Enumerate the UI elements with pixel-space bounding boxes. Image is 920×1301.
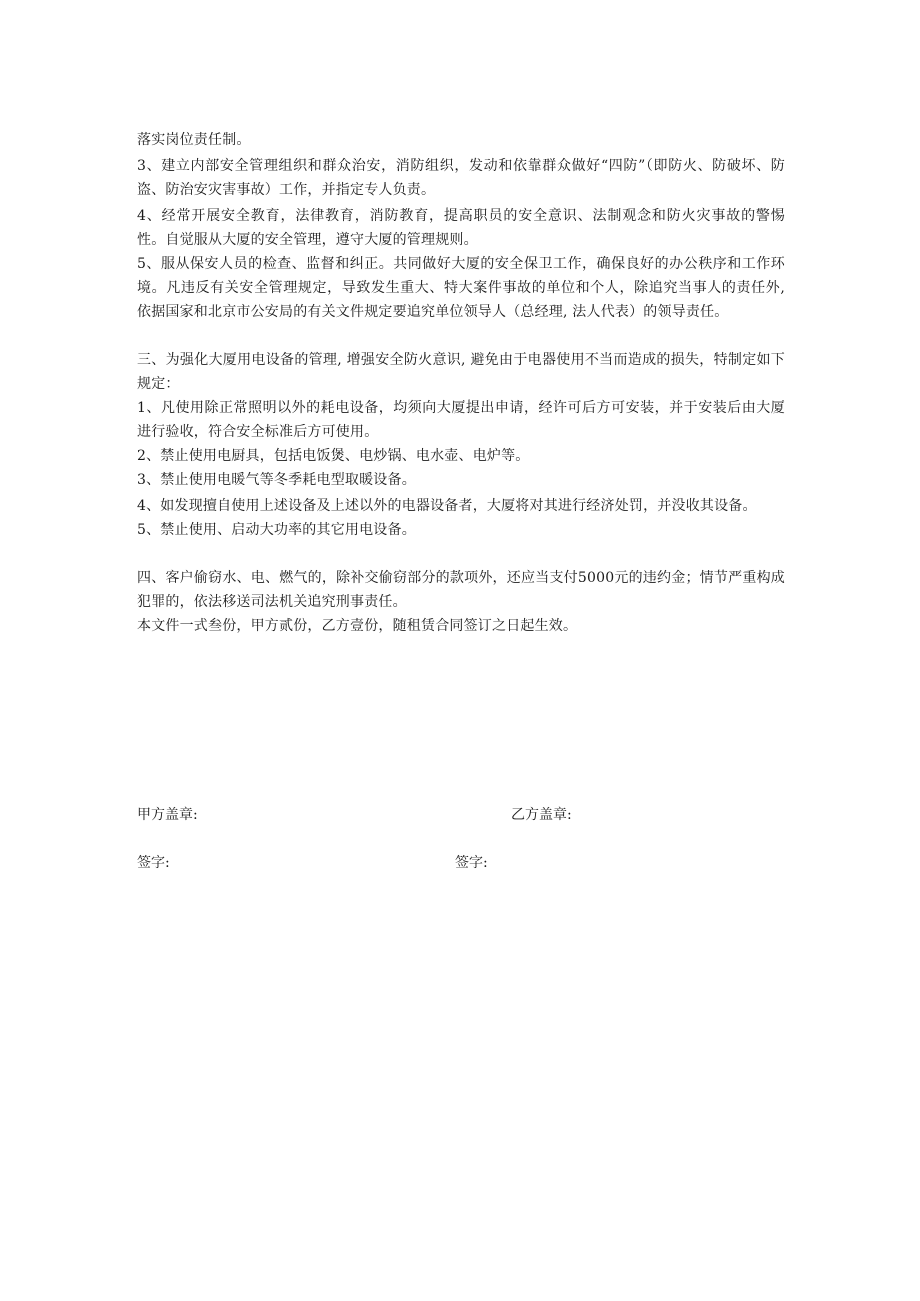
party-b-seal-label: 乙方盖章: <box>511 807 572 823</box>
paragraph-continuation: 落实岗位责任制。 <box>137 132 251 148</box>
paragraph-item-3: 3、建立内部安全管理组织和群众治安，消防组织，发动和依靠群众做好“四防”（即防火、防破坏、防盗、防治安灾害事故）工作，并指定专人负责。 <box>137 158 785 198</box>
party-a-sign-label: 签字: <box>137 855 170 871</box>
section-three-item-5: 5、禁止使用、启动大功率的其它用电设备。 <box>137 522 416 538</box>
document-validity-statement: 本文件一式叁份，甲方贰份，乙方壹份，随租赁合同签订之日起生效。 <box>137 618 578 634</box>
party-b-sign-label: 签字: <box>455 855 488 871</box>
section-three-item-1: 1、凡使用除正常照明以外的耗电设备，均须向大厦提出申请，经许可后方可安装，并于安装后由大厦进行验收，符合安全标准后方可使用。 <box>137 400 785 440</box>
party-a-seal-label: 甲方盖章: <box>137 807 198 823</box>
section-four-paragraph: 四、客户偷窃水、电、燃气的，除补交偷窃部分的款项外，还应当支付5000元的违约金；情节严重构成犯罪的，依法移送司法机关追究刑事责任。 <box>137 570 785 610</box>
section-three-item-4: 4、如发现擅自使用上述设备及上述以外的电器设备者，大厦将对其进行经济处罚，并没收其设备。 <box>137 498 757 514</box>
section-three-heading: 三、为强化大厦用电设备的管理, 增强安全防火意识, 避免由于电器使用不当而造成的损失，特制定如下规定： <box>137 352 785 392</box>
paragraph-item-4: 4、经常开展安全教育，法律教育，消防教育，提高职员的安全意识、法制观念和防火灾事故的警惕性。自觉服从大厦的安全管理，遵守大厦的管理规则。 <box>137 208 785 248</box>
paragraph-item-5: 5、服从保安人员的检查、监督和纠正。共同做好大厦的安全保卫工作，确保良好的办公秩序和工作环境。凡违反有关安全管理规定，导致发生重大、特大案件事故的单位和个人，除追究当事人的责任外, 依据国家和北京市公安局的有关文件规定要追究单位领导人（总经理, 法人代表）的领导责任。 <box>137 256 785 320</box>
section-three-item-3: 3、禁止使用电暖气等冬季耗电型取暖设备。 <box>137 472 416 488</box>
document-body <box>137 128 785 638</box>
section-three-item-2: 2、禁止使用电厨具，包括电饭煲、电炒锅、电水壶、电炉等。 <box>137 448 530 464</box>
